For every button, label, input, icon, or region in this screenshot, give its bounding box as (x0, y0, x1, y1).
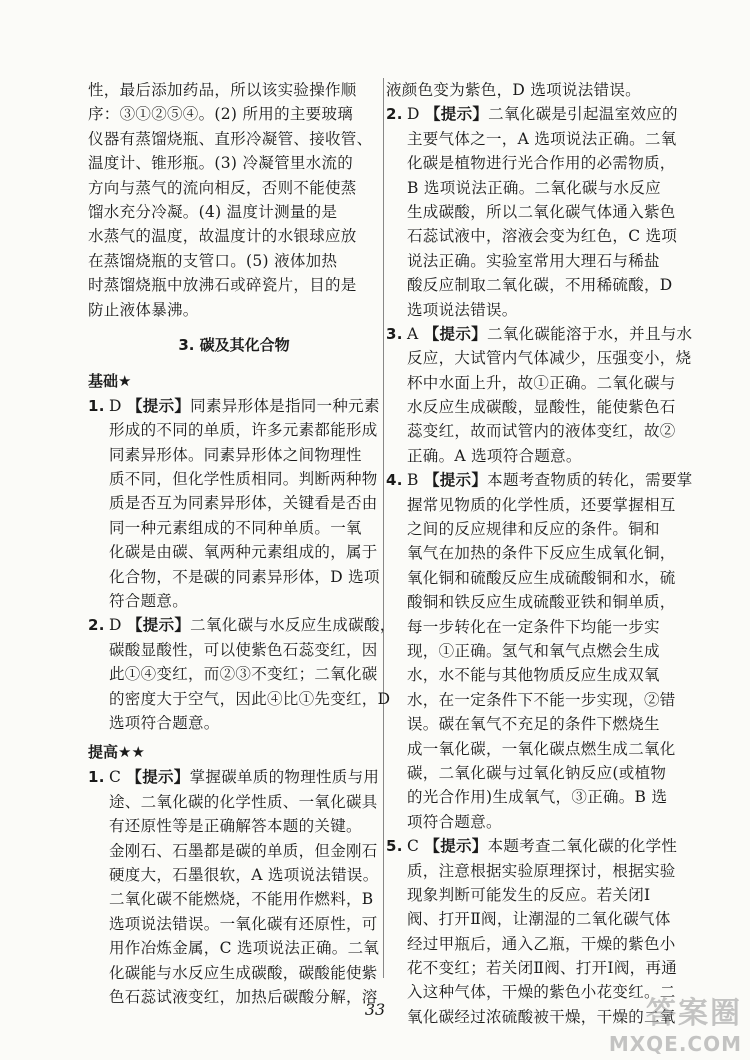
text-line: 时蒸馏烧瓶中放沸石或碎瓷片，目的是 (88, 276, 357, 295)
text-line: 水，水不能与其他物质反应生成双氧 (407, 666, 660, 685)
text-line: 在蒸馏烧瓶的支管口。(5) 液体加热 (88, 251, 338, 270)
basic-items (88, 394, 396, 735)
text-line: 碳，二氧化碳与过氧化钠反应(或植物 (407, 763, 667, 782)
text-line: 碳酸显酸性，可以使紫色石蕊变红，因 (109, 640, 378, 659)
item-number: 1. (88, 396, 105, 415)
right-intro-paragraph (386, 78, 696, 102)
text-line: 途、二氧化碳的化学性质、一氧化碳具 (109, 792, 378, 811)
advanced-items (88, 765, 380, 1009)
tip-text: 二氧化碳是引起温室效应的 (488, 105, 678, 124)
text-line: 选项说法错误。一氧化碳有还原性，可 (109, 914, 378, 933)
text-line: 现，①正确。氢气和氧气点燃会生成 (407, 641, 660, 660)
text-line: 金刚石、石墨都是碳的单质，但金刚石 (109, 841, 378, 860)
tip-text: 本题考查物质的转化，需要掌 (487, 471, 693, 490)
text-line: 之间的反应规律和反应的条件。铜和 (407, 520, 660, 539)
text-line: 化碳是由碳、氧两种元素组成的，属于 (109, 543, 378, 562)
text-line: 质，注意根据实验原理探讨，根据实验 (407, 861, 676, 880)
tip-label: 【提示】 (423, 471, 488, 490)
tip-label: 【提示】 (126, 768, 190, 787)
tip-label: 【提示】 (126, 396, 191, 415)
right-items (386, 102, 696, 1029)
text-line: 性，最后添加药品，所以该实验操作顺 (88, 81, 357, 99)
text-line: 酸反应制取二氧化碳，不用稀硫酸，D (407, 276, 673, 295)
answer-letter: C (109, 768, 122, 787)
text-line: 此①④变红，而②③不变红；二氧化碳 (109, 665, 378, 684)
text-line: 化碳是植物进行光合作用的必需物质， (407, 154, 676, 173)
text-line: 每一步转化在一定条件下均能一步实 (407, 617, 660, 636)
text-line: 水蒸气的温度，故温度计的水银球应放 (88, 227, 357, 246)
answer-letter: A (407, 324, 419, 343)
text-line: 项符合题意。 (407, 812, 502, 831)
section-title: 3. 碳及其化合物 (178, 335, 290, 354)
text-line: 用作冶炼金属，C 选项说法正确。二氧 (109, 939, 380, 958)
column-divider (383, 78, 384, 978)
watermark-logo (609, 988, 742, 1056)
item-number: 2. (386, 105, 403, 124)
answer-item (386, 102, 696, 322)
text-line: 水反应生成碳酸，显酸性，能使紫色石 (407, 398, 676, 417)
text-line: 化合物，不是碳的同素异形体，D 选项 (109, 567, 380, 586)
answer-first-line (386, 322, 696, 346)
text-line: 温度计、锥形瓶。(3) 冷凝管里水流的 (88, 154, 354, 173)
text-line: 蕊变红，故而试管内的液体变红，故② (407, 422, 676, 441)
left-column (88, 78, 396, 1009)
item-number: 1. (88, 768, 105, 787)
text-line: B 选项说法正确。二氧化碳与水反应 (407, 178, 661, 197)
text-line: 选项符合题意。 (109, 713, 220, 732)
tip-text: 二氧化碳能溶于水，并且与水 (486, 324, 693, 343)
text-line: 同一种元素组成的不同种单质。一氧 (109, 518, 362, 537)
text-line: 现象判断可能发生的反应。若关闭Ⅰ (407, 885, 651, 904)
text-line: 二氧化碳不能燃烧，不能用作燃料，B (109, 890, 374, 909)
text-line: 质是否互为同素异形体，关键看是否由 (109, 494, 378, 513)
answer-letter: D (109, 396, 122, 415)
text-line: 杯中水面上升，故①正确。二氧化碳与 (407, 373, 676, 392)
answer-item (386, 468, 696, 834)
text-line: 液颜色变为紫色，D 选项说法错误。 (386, 81, 641, 99)
answer-item (88, 394, 380, 614)
text-line: 正确。A 选项符合题意。 (407, 446, 582, 465)
text-line: 氧化碳经过浓硫酸被干燥，干燥的二氧 (407, 1007, 676, 1026)
text-line: 氧化铜和硫酸反应生成硫酸铜和水，硫 (407, 568, 676, 587)
answer-first-line (386, 834, 696, 858)
text-line: 经过甲瓶后，通入乙瓶，干燥的紫色小 (407, 934, 676, 953)
text-line: 的密度大于空气，因此④比①先变红，D (109, 689, 391, 708)
left-intro-paragraph (88, 78, 380, 322)
text-line: 氧气在加热的条件下反应生成氧化铜， (407, 544, 676, 563)
text-line: 仪器有蒸馏烧瓶、直形冷凝管、接收管、 (88, 129, 373, 148)
item-number: 4. (386, 471, 403, 490)
text-line: 入这种气体，干燥的紫色小花变红。二 (407, 983, 676, 1002)
answer-letter: C (407, 837, 420, 856)
tip-text: 掌握碳单质的物理性质与用 (189, 768, 380, 787)
text-line: 色石蕊试液变红，加热后碳酸分解，溶 (109, 987, 378, 1006)
level-advanced-heading: 提高★★ (88, 743, 145, 762)
tip-label: 【提示】 (424, 837, 488, 856)
answer-first-line (386, 102, 696, 126)
tip-label: 【提示】 (126, 616, 191, 635)
answer-first-line (386, 468, 696, 492)
watermark-sub: MXQE.COM (608, 1032, 742, 1056)
text-line: 的光合作用)生成氧气，③正确。B 选 (407, 788, 668, 807)
answer-item (386, 322, 696, 468)
tip-label: 【提示】 (423, 324, 487, 343)
tip-text: 二氧化碳与水反应生成碳酸， (190, 616, 396, 635)
text-line: 花不变红；若关闭Ⅱ阀、打开Ⅰ阀，再通 (407, 959, 678, 978)
tip-text: 同素异形体是指同一种元素 (190, 396, 380, 415)
answer-letter: D (109, 616, 122, 635)
text-line: 误。碳在氧气不充足的条件下燃烧生 (407, 715, 660, 734)
text-line: 防止液体暴沸。 (88, 300, 199, 319)
text-line: 有还原性等是正确解答本题的关键。 (109, 817, 362, 836)
text-line: 方向与蒸气的流向相反，否则不能使蒸 (88, 178, 357, 197)
item-number: 3. (386, 324, 403, 343)
text-line: 反应，大试管内气体减少，压强变小，烧 (407, 349, 692, 368)
right-column (386, 78, 696, 1029)
answer-first-line (88, 765, 380, 789)
answer-item (88, 613, 396, 735)
text-line: 硬度大，石墨很软，A 选项说法错误。 (109, 865, 379, 884)
text-line: 形成的不同的单质，许多元素都能形成 (109, 421, 378, 440)
text-line: 酸铜和铁反应生成硫酸亚铁和铜单质， (407, 593, 676, 612)
item-number: 2. (88, 616, 105, 635)
text-line: 生成碳酸，所以二氧化碳气体通入紫色 (407, 202, 676, 221)
answer-first-line (88, 394, 380, 418)
text-line: 主要气体之一，A 选项说法正确。二氧 (407, 129, 677, 148)
text-line: 同素异形体。同素异形体之间物理性 (109, 445, 362, 464)
answer-item (88, 765, 380, 1009)
text-line: 质不同，但化学性质相同。判断两种物 (109, 470, 378, 489)
answer-letter: B (407, 471, 419, 490)
text-line: 阀、打开Ⅱ阀，让潮湿的二氧化碳气体 (407, 910, 671, 929)
text-line: 馏水充分冷凝。(4) 温度计测量的是 (88, 202, 338, 221)
answer-first-line (88, 613, 396, 637)
page-number: 33 (364, 1000, 386, 1019)
text-line: 握常见物质的化学性质，还要掌握相互 (407, 495, 676, 514)
text-line: 水，在一定条件下不能一步实现，②错 (407, 690, 676, 709)
text-line: 符合题意。 (109, 592, 189, 611)
watermark-main: 答案圈 (646, 996, 742, 1031)
text-line: 成一氧化碳，一氧化碳点燃生成二氧化 (407, 739, 676, 758)
text-line: 化碳能与水反应生成碳酸，碳酸能使紫 (109, 963, 378, 982)
text-line: 说法正确。实验室常用大理石与稀盐 (407, 251, 660, 270)
text-line: 序：③①②⑤④。(2) 所用的主要玻璃 (88, 105, 354, 124)
answer-letter: D (407, 105, 420, 124)
text-line: 石蕊试液中，溶液会变为红色，C 选项 (407, 227, 678, 246)
tip-label: 【提示】 (424, 105, 489, 124)
level-basic-heading: 基础★ (88, 371, 132, 390)
text-line: 选项说法错误。 (407, 300, 518, 319)
tip-text: 本题考查二氧化碳的化学性 (487, 837, 678, 856)
item-number: 5. (386, 837, 403, 856)
